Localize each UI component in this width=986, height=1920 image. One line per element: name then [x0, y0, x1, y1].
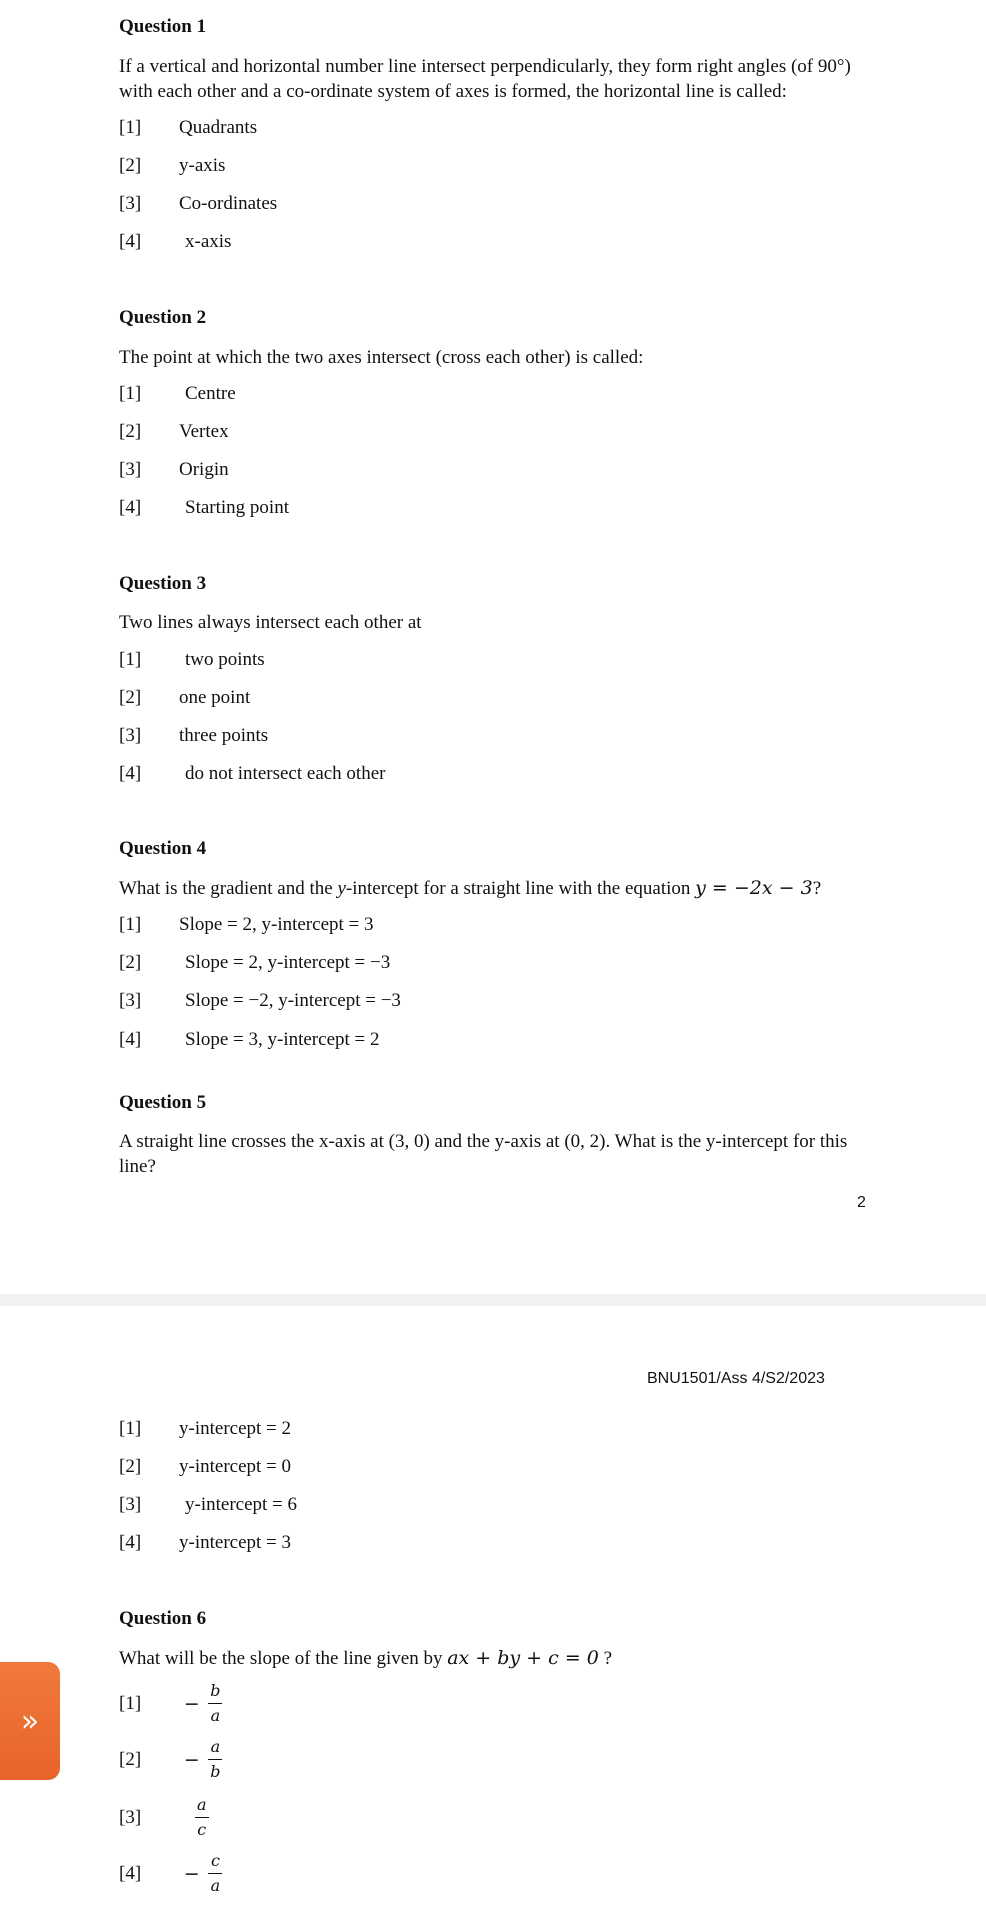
option-number: [1]	[119, 383, 142, 404]
option-text: y-intercept = 0	[179, 1456, 292, 1477]
q4-option-1[interactable]	[119, 914, 374, 940]
q6-option-1[interactable]	[119, 1682, 222, 1728]
q6-text: What will be the slope of the line given by	[119, 1648, 443, 1669]
option-text: x-axis	[185, 231, 232, 252]
q2-option-3[interactable]	[119, 459, 229, 485]
option-text: two points	[185, 649, 265, 670]
fraction-numerator: a	[196, 1795, 207, 1814]
option-sign: −	[183, 1692, 200, 1715]
option-number: [1]	[119, 649, 142, 670]
option-text: y-axis	[179, 155, 226, 176]
option-number: [4]	[119, 1532, 142, 1553]
option-number: [2]	[119, 1748, 142, 1770]
question-5-text: A straight line crosses the x-axis at (3, 0) and the y-axis at (0, 2). What is the y-intercept for this line?	[119, 1131, 848, 1177]
question-6-title: Question 6	[119, 1608, 207, 1629]
option-number: [3]	[119, 990, 142, 1011]
fraction-denominator: c	[197, 1820, 207, 1839]
question-5-title: Question 5	[119, 1092, 207, 1113]
q3-option-1[interactable]	[119, 649, 265, 675]
option-number: [1]	[119, 1692, 142, 1714]
option-text: Starting point	[185, 497, 289, 518]
question-4-title: Question 4	[119, 838, 207, 859]
option-number: [2]	[119, 421, 142, 442]
q5-option-4[interactable]	[119, 1532, 291, 1558]
option-number: [1]	[119, 1418, 142, 1439]
option-number: [3]	[119, 725, 142, 746]
q4-text-var: y	[337, 878, 346, 899]
fraction-numerator: c	[210, 1851, 220, 1870]
q5-option-1[interactable]	[119, 1418, 291, 1444]
option-sign: −	[183, 1862, 200, 1885]
option-fraction	[208, 1852, 222, 1895]
q4-option-2[interactable]	[119, 952, 390, 978]
fraction-denominator: a	[210, 1706, 221, 1725]
option-text: do not intersect each other	[185, 763, 386, 784]
option-text: Origin	[179, 459, 229, 480]
q2-option-1[interactable]	[119, 383, 236, 409]
option-fraction	[208, 1682, 222, 1725]
option-number: [3]	[119, 1494, 142, 1515]
option-number: [2]	[119, 687, 142, 708]
option-text: Quadrants	[179, 117, 258, 138]
fraction-numerator: a	[210, 1737, 221, 1756]
q4-equation: y = −2x − 3	[695, 877, 813, 899]
q6-option-3[interactable]	[119, 1796, 209, 1842]
option-fraction	[195, 1796, 209, 1839]
question-1-title: Question 1	[119, 16, 207, 37]
option-number: [1]	[119, 914, 142, 935]
question-2-text: The point at which the two axes intersect (cross each other) is called:	[119, 347, 644, 368]
question-3-text: Two lines always intersect each other at	[119, 612, 422, 633]
option-number: [3]	[119, 193, 142, 214]
question-3-title: Question 3	[119, 573, 207, 594]
fraction-bar	[208, 1759, 222, 1760]
option-number: [2]	[119, 1456, 142, 1477]
option-number: [4]	[119, 497, 142, 518]
option-number: [1]	[119, 117, 142, 138]
q6-option-2[interactable]	[119, 1738, 222, 1784]
option-text: Slope = 2, y-intercept = −3	[185, 952, 391, 973]
question-6-text	[119, 1646, 871, 1671]
page-number: 2	[857, 1194, 866, 1211]
q3-option-3[interactable]	[119, 725, 268, 751]
q2-option-2[interactable]	[119, 421, 229, 447]
q1-option-1[interactable]	[119, 117, 257, 143]
q6-equation: ax + by + c = 0	[447, 1647, 599, 1669]
q4-option-3[interactable]	[119, 990, 401, 1016]
q2-option-4[interactable]	[119, 497, 289, 523]
q5-option-2[interactable]	[119, 1456, 291, 1482]
option-number: [2]	[119, 155, 142, 176]
fraction-bar	[208, 1703, 222, 1704]
q4-text-before: What is the gradient and the	[119, 878, 333, 899]
fraction-bar	[195, 1817, 209, 1818]
fraction-denominator: a	[210, 1876, 221, 1895]
option-number: [2]	[119, 952, 142, 973]
q6-text-after: ?	[603, 1648, 613, 1669]
q1-option-4[interactable]	[119, 231, 231, 257]
fraction-bar	[208, 1873, 222, 1874]
option-number: [4]	[119, 1029, 142, 1050]
option-text: Vertex	[179, 421, 229, 442]
q3-option-4[interactable]	[119, 763, 385, 789]
q6-option-4[interactable]	[119, 1852, 222, 1898]
question-2-title: Question 2	[119, 307, 207, 328]
option-text: Slope = 2, y-intercept = 3	[179, 914, 374, 935]
option-text: Centre	[185, 383, 236, 404]
option-number: [4]	[119, 763, 142, 784]
q1-option-2[interactable]	[119, 155, 225, 181]
option-sign: −	[183, 1748, 200, 1771]
option-number: [4]	[119, 231, 142, 252]
option-fraction	[208, 1738, 222, 1781]
option-text: y-intercept = 6	[185, 1494, 298, 1515]
question-4-text	[119, 876, 871, 901]
question-1-text: If a vertical and horizontal number line intersect perpendicularly, they form right angles (of 90°) with each other and a co-ordinate system of axes is formed, the horizontal line is called:	[119, 56, 851, 102]
document-page-2	[0, 1306, 986, 1920]
q3-option-2[interactable]	[119, 687, 250, 713]
option-number: [3]	[119, 459, 142, 480]
q4-text-mid: -intercept for a straight line with the equation	[345, 878, 691, 899]
option-text: y-intercept = 2	[179, 1418, 292, 1439]
double-chevron-right-icon: »	[20, 1703, 40, 1739]
document-header-code: BNU1501/Ass 4/S2/2023	[647, 1370, 825, 1387]
option-text: Co-ordinates	[179, 193, 278, 214]
option-text: three points	[179, 725, 269, 746]
q5-option-3[interactable]	[119, 1494, 297, 1520]
option-text: Slope = −2, y-intercept = −3	[185, 990, 401, 1011]
option-number: [3]	[119, 1806, 142, 1828]
option-text: one point	[179, 687, 251, 708]
side-expand-button[interactable]	[0, 1662, 60, 1780]
option-number: [4]	[119, 1862, 142, 1884]
q4-text-after: ?	[812, 878, 822, 899]
fraction-denominator: b	[210, 1762, 221, 1781]
q4-option-4[interactable]	[119, 1029, 380, 1055]
option-text: y-intercept = 3	[179, 1532, 292, 1553]
q1-option-3[interactable]	[119, 193, 277, 219]
fraction-numerator: b	[210, 1681, 221, 1700]
option-text: Slope = 3, y-intercept = 2	[185, 1029, 380, 1050]
